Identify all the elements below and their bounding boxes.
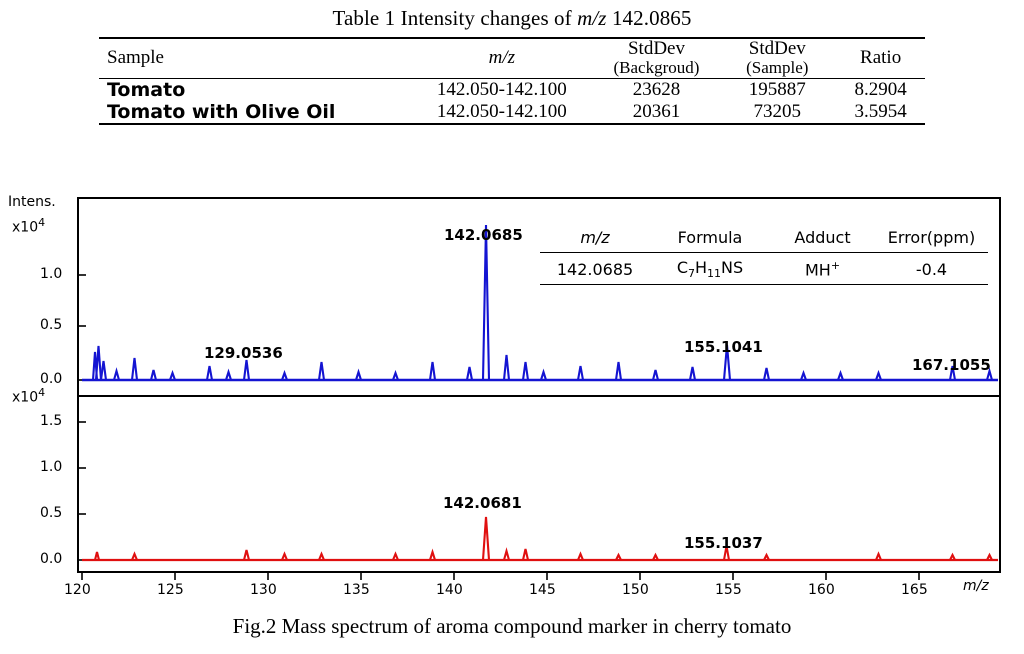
table-caption-prefix: Table 1 Intensity changes of [332,6,578,30]
top-exponent-label [12,216,45,236]
top-exponent-power: 4 [38,216,46,229]
cell-ratio: 8.2904 [854,78,907,100]
bottom-ytick-1.5: 1.5 [40,413,63,429]
xtick-140: 140 [436,582,463,598]
table-body [99,78,925,124]
bottom-exponent-power: 4 [38,386,46,399]
formula-h-count: 11 [707,267,722,281]
top-ytick-0.0: 0.0 [40,371,63,387]
peak-label-142-0681: 142.0681 [443,494,522,512]
cell-stddev-background: 23628 [632,78,681,100]
formula-c-count: 7 [688,267,695,281]
xtick-130: 130 [250,582,277,598]
stddev-background-line2: (Backgroud) [613,57,700,77]
peak-label-129-0536: 129.0536 [204,344,283,362]
bottom-exponent-base: x10 [12,389,39,406]
xtick-135: 135 [343,582,370,598]
intensity-table [99,37,925,125]
cell-mz: 142.050-142.100 [436,78,567,100]
mass-spectrum-plot [0,190,1024,610]
stddev-background-line1: StdDev [627,38,685,59]
inset-cell-error: -0.4 [875,253,988,285]
xtick-150: 150 [622,582,649,598]
peak-label-155-1037: 155.1037 [684,534,763,552]
formula-inset-table [540,226,988,285]
bottom-ytick-1.0: 1.0 [40,459,63,475]
adduct-text: MH [804,260,831,280]
adduct-charge: + [830,258,841,272]
inset-column-header-mz: m/z [540,226,650,253]
bottom-ytick-0.5: 0.5 [40,505,63,521]
column-header-stddev-sample [718,38,836,78]
peak-label-167-1055: 167.1055 [912,356,991,374]
table-caption-suffix: 142.0865 [606,6,692,30]
top-exponent-base: x10 [12,219,39,236]
stddev-sample-line2: (Sample) [746,57,809,77]
inset-table-body [540,253,988,285]
table-row [99,101,925,124]
figure-caption: Fig.2 Mass spectrum of aroma compound marker in cherry tomato [232,614,792,638]
inset-table-head [540,226,988,253]
figure-section [0,190,1024,654]
inset-cell-mz: 142.0685 [540,253,650,285]
peak-label-142-0685: 142.0685 [444,226,523,244]
formula-c: C [676,258,688,277]
bottom-ytick-0.0: 0.0 [40,551,63,567]
xtick-120: 120 [64,582,91,598]
table-header-row [99,38,925,78]
table-head [99,38,925,78]
inset-header-row [540,226,988,253]
column-header-ratio: Ratio [836,38,925,78]
xtick-125: 125 [157,582,184,598]
inset-cell-adduct [770,253,875,285]
peak-label-155-1041: 155.1041 [684,338,763,356]
cell-stddev-sample: 73205 [718,101,836,124]
inset-column-header-error: Error(ppm) [875,226,988,253]
table-caption [0,0,1024,31]
xtick-160: 160 [808,582,835,598]
cell-mz: 142.050-142.100 [409,101,595,124]
x-axis-ticks [82,572,919,580]
cell-sample: Tomato [107,78,186,101]
xtick-165: 165 [901,582,928,598]
inset-column-header-adduct: Adduct [770,226,875,253]
intensity-axis-label: Intens. [8,194,56,210]
cell-stddev-sample: 195887 [748,78,806,100]
table-row [99,78,925,101]
cell-ratio: 3.5954 [836,101,925,124]
inset-table-row [540,253,988,285]
bottom-exponent-label [12,386,45,406]
column-header-stddev-background [595,38,719,78]
top-ytick-0.5: 0.5 [40,317,63,333]
column-header-sample: Sample [99,38,409,78]
column-header-mz: m/z [409,38,595,78]
x-axis-label: m/z [963,578,989,594]
top-ytick-1.0: 1.0 [40,266,63,282]
inset-cell-formula [650,253,770,285]
xtick-155: 155 [715,582,742,598]
inset-table-element [540,226,988,285]
table-caption-mz: m/z [577,6,607,30]
bottom-trace [82,517,998,560]
formula-ns: NS [721,258,744,277]
inset-column-header-formula: Formula [650,226,770,253]
xtick-145: 145 [529,582,556,598]
formula-h: H [695,258,708,277]
table-section [0,0,1024,125]
cell-sample: Tomato with Olive Oil [99,101,409,124]
cell-stddev-background: 20361 [595,101,719,124]
stddev-sample-line1: StdDev [748,38,806,59]
